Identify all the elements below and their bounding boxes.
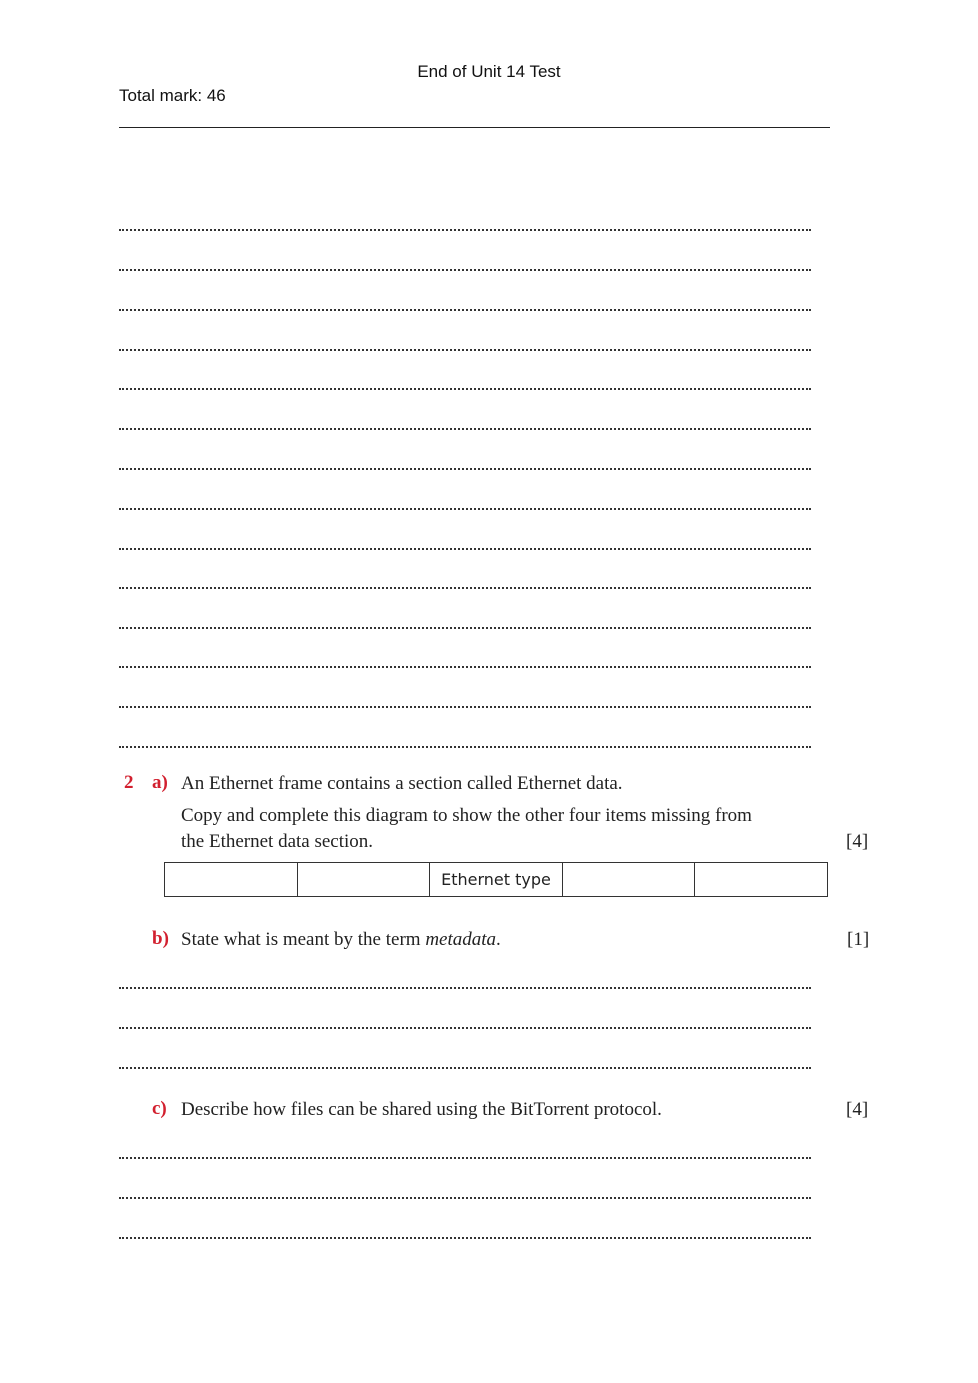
page-title: End of Unit 14 Test: [417, 62, 561, 81]
answer-line[interactable]: [119, 1067, 811, 1069]
total-mark: Total mark: 46: [119, 86, 226, 105]
answer-line[interactable]: [119, 1027, 811, 1029]
answer-line[interactable]: [119, 428, 811, 430]
frame-cell-4[interactable]: [563, 863, 696, 896]
answer-line[interactable]: [119, 388, 811, 390]
frame-cell-ethernet-type: Ethernet type: [430, 863, 563, 896]
answer-line[interactable]: [119, 468, 811, 470]
answer-line[interactable]: [119, 627, 811, 629]
ethernet-frame-diagram: [164, 862, 828, 897]
answer-line[interactable]: [119, 1237, 811, 1239]
question-number: 2: [124, 772, 134, 793]
part-b-text: State what is meant by the term: [181, 929, 426, 950]
answer-line[interactable]: [119, 548, 811, 550]
answer-line[interactable]: [119, 746, 811, 748]
part-b-question: [181, 927, 501, 953]
part-a-label: a): [152, 772, 168, 793]
part-c-marks: [4]: [846, 1099, 869, 1120]
part-c-label: c): [152, 1098, 167, 1119]
part-a-marks: [4]: [846, 831, 869, 852]
answer-line[interactable]: [119, 1197, 811, 1199]
answer-line[interactable]: [119, 1157, 811, 1159]
part-b-label: b): [152, 928, 169, 949]
answer-line[interactable]: [119, 269, 811, 271]
part-b-marks: [1]: [847, 929, 870, 950]
answer-line[interactable]: [119, 349, 811, 351]
answer-line[interactable]: [119, 706, 811, 708]
answer-line[interactable]: [119, 987, 811, 989]
part-a-line1: An Ethernet frame contains a section called Ethernet data.: [181, 773, 623, 794]
header-rule: [119, 127, 830, 128]
answer-line[interactable]: [119, 587, 811, 589]
answer-line[interactable]: [119, 666, 811, 668]
part-c-question: Describe how files can be shared using the BitTorrent protocol.: [181, 1099, 662, 1120]
frame-cell-2[interactable]: [298, 863, 431, 896]
answer-line[interactable]: [119, 229, 811, 231]
part-a-line2: Copy and complete this diagram to show the other four items missing from: [181, 805, 752, 826]
part-b-text-end: .: [496, 929, 501, 950]
frame-cell-1[interactable]: [165, 863, 298, 896]
answer-line[interactable]: [119, 508, 811, 510]
answer-line[interactable]: [119, 309, 811, 311]
part-b-term: metadata: [425, 929, 497, 950]
part-a-line3: the Ethernet data section.: [181, 831, 374, 852]
frame-cell-5[interactable]: [695, 863, 827, 896]
